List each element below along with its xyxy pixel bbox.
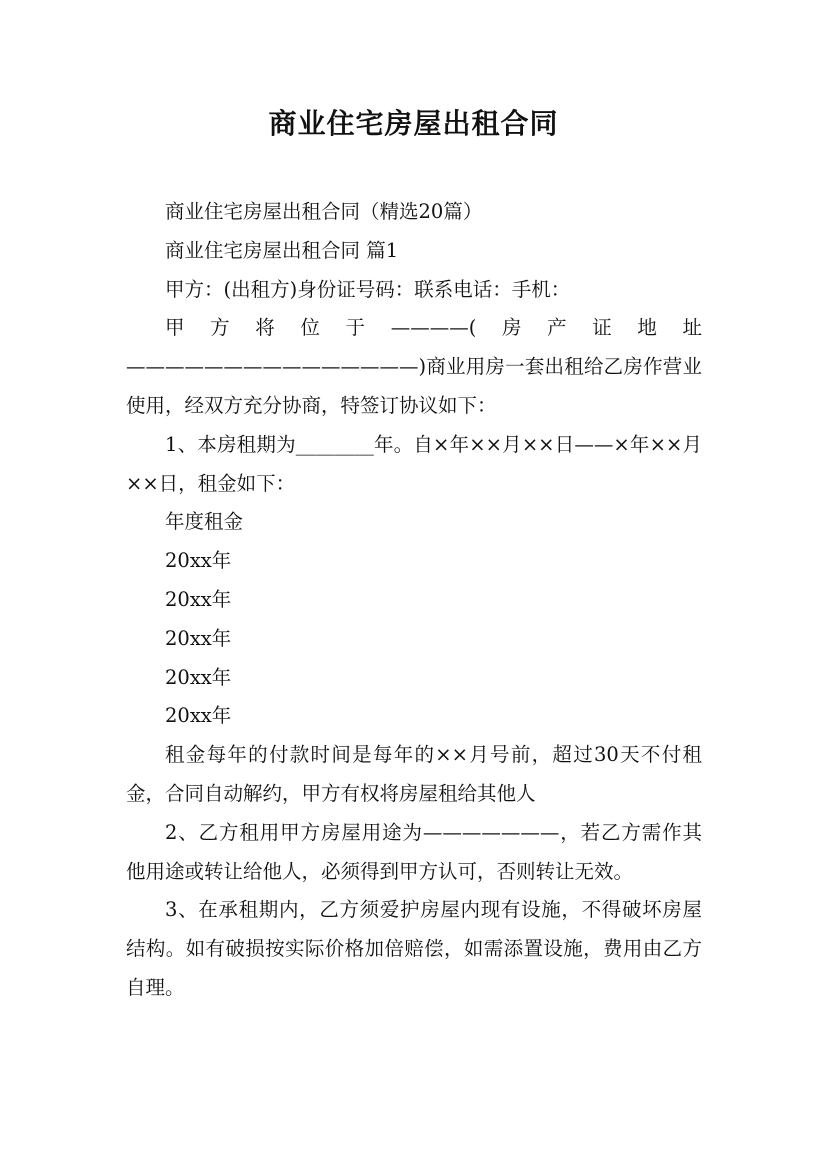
paragraph-annual-rent-heading: 年度租金 (165, 510, 244, 534)
document-body (126, 193, 702, 1008)
paragraph-clause-1: 1、本房租期为________年。自×年××月××日——×年××月××日，租金如下： (126, 432, 702, 495)
paragraph-property-location: 甲 方 将 位 于 ————( 房 产 证 地 址———————————————)商业用房一套出租给乙房作营业使用，经双方充分协商，特签订协议如下： (126, 316, 702, 417)
paragraph-year-3: 20xx年 (165, 626, 232, 650)
paragraph-year-4: 20xx年 (165, 665, 232, 689)
paragraph-year-2: 20xx年 (165, 587, 232, 611)
paragraph-year-1: 20xx年 (165, 549, 232, 573)
document-title: 商业住宅房屋出租合同 (268, 107, 559, 140)
paragraph-party-a: 甲方：(出租方)身份证号码：联系电话：手机： (165, 277, 571, 301)
paragraph-collection-title: 商业住宅房屋出租合同（精选20篇） (165, 200, 483, 223)
paragraph-payment-terms: 租金每年的付款时间是每年的××月号前，超过30天不付租金，合同自动解约，甲方有权将房屋租给其他人 (126, 743, 702, 805)
paragraph-clause-2: 2、乙方租用甲方房屋用途为———————，若乙方需作其他用途或转让给他人，必须得到甲方认可，否则转让无效。 (126, 820, 702, 883)
paragraph-section-heading: 商业住宅房屋出租合同 篇1 (165, 238, 399, 262)
paragraph-year-5: 20xx年 (165, 704, 232, 728)
paragraph-clause-3: 3、在承租期内，乙方须爱护房屋内现有设施，不得破坏房屋结构。如有破损按实际价格加倍赔偿，如需添置设施，费用由乙方自理。 (126, 898, 702, 999)
